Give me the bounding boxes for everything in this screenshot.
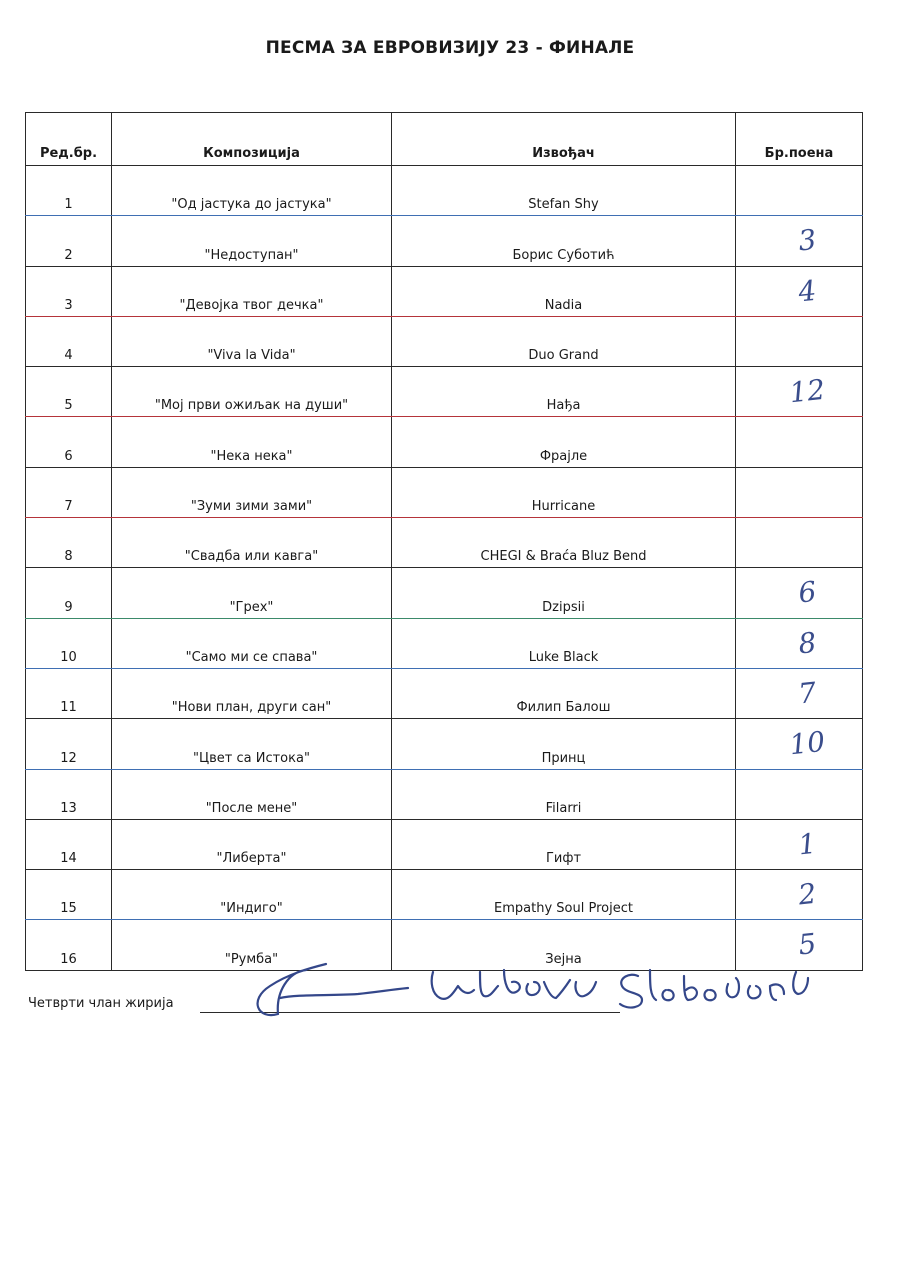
row-number: 15 (26, 870, 112, 920)
handwritten-points (736, 619, 862, 668)
page-title: ПЕСМА ЗА ЕВРОВИЗИЈУ 23 - ФИНАЛЕ (265, 38, 635, 58)
table-row (26, 668, 863, 718)
row-points (736, 870, 863, 920)
row-number: 5 (26, 367, 112, 417)
row-composition: "Од јастука до јастука" (112, 166, 392, 216)
handwritten-points (736, 367, 862, 416)
points-value: 6 (796, 575, 818, 610)
row-points (736, 819, 863, 869)
row-number: 6 (26, 417, 112, 467)
table-header-row (26, 113, 863, 166)
row-points (736, 266, 863, 316)
handwritten-points (736, 267, 862, 316)
row-number: 12 (26, 719, 112, 769)
row-performer: Luke Black (392, 618, 736, 668)
table-row (26, 316, 863, 366)
row-number: 10 (26, 618, 112, 668)
row-number: 11 (26, 668, 112, 718)
row-performer: Nadia (392, 266, 736, 316)
row-composition: "Мој први ожиљак на души" (112, 367, 392, 417)
points-value: 10 (787, 725, 827, 762)
table-row (26, 568, 863, 618)
row-number: 16 (26, 920, 112, 970)
header-composition: Композиција (112, 113, 392, 166)
row-number: 7 (26, 467, 112, 517)
row-performer: Гифт (392, 819, 736, 869)
table-row (26, 216, 863, 266)
row-points (736, 216, 863, 266)
row-performer: Duo Grand (392, 316, 736, 366)
row-points (736, 367, 863, 417)
row-number: 2 (26, 216, 112, 266)
row-performer: Борис Суботић (392, 216, 736, 266)
row-points (736, 417, 863, 467)
points-value: 4 (796, 273, 818, 309)
handwritten-points (736, 669, 862, 718)
row-points (736, 166, 863, 216)
table-row (26, 819, 863, 869)
row-composition: "Само ми се спава" (112, 618, 392, 668)
row-performer: Нађа (392, 367, 736, 417)
points-value: 2 (796, 876, 818, 912)
row-performer: Принц (392, 719, 736, 769)
handwritten-points (736, 870, 862, 919)
row-performer: Stefan Shy (392, 166, 736, 216)
signature-row (28, 990, 858, 1050)
table-row (26, 166, 863, 216)
row-composition: "Индиго" (112, 870, 392, 920)
header-performer: Извођач (392, 113, 736, 166)
row-points (736, 769, 863, 819)
row-composition: "Недоступан" (112, 216, 392, 266)
row-points (736, 618, 863, 668)
row-number: 8 (26, 518, 112, 568)
row-composition: "Нови план, други сан" (112, 668, 392, 718)
table-row (26, 367, 863, 417)
row-number: 14 (26, 819, 112, 869)
points-value: 5 (796, 927, 818, 962)
row-composition: "Румба" (112, 920, 392, 970)
points-value: 7 (796, 675, 818, 711)
row-performer: Зејна (392, 920, 736, 970)
row-composition: "Нека нека" (112, 417, 392, 467)
points-value: 1 (796, 826, 818, 862)
signature-label: Четврти члан жирија (28, 996, 174, 1011)
table-row (26, 266, 863, 316)
row-number: 13 (26, 769, 112, 819)
table-row (26, 467, 863, 517)
row-number: 3 (26, 266, 112, 316)
row-performer: Dzipsii (392, 568, 736, 618)
points-value: 8 (796, 625, 818, 661)
row-composition: "Свадба или кавга" (112, 518, 392, 568)
row-composition: "Цвет са Истока" (112, 719, 392, 769)
row-points (736, 668, 863, 718)
row-points (736, 467, 863, 517)
table-row (26, 417, 863, 467)
row-composition: "После мене" (112, 769, 392, 819)
row-number: 1 (26, 166, 112, 216)
row-performer: Фрајле (392, 417, 736, 467)
points-value: 12 (787, 373, 827, 410)
row-points (736, 568, 863, 618)
handwritten-points (736, 216, 862, 265)
row-points (736, 719, 863, 769)
header-number: Ред.бр. (26, 113, 112, 166)
row-composition: "Девојка твог дечка" (112, 266, 392, 316)
row-number: 4 (26, 316, 112, 366)
row-performer: Филип Балош (392, 668, 736, 718)
table-row (26, 870, 863, 920)
points-table (25, 112, 863, 971)
table-row (26, 719, 863, 769)
row-performer: CHEGI & Braća Bluz Bend (392, 518, 736, 568)
row-performer: Filarri (392, 769, 736, 819)
table-row (26, 518, 863, 568)
row-composition: "Зуми зими зами" (112, 467, 392, 517)
row-points (736, 518, 863, 568)
handwritten-signature (218, 942, 858, 1042)
row-composition: "Либерта" (112, 819, 392, 869)
table-row (26, 618, 863, 668)
row-composition: "Viva la Vida" (112, 316, 392, 366)
header-points: Бр.поена (736, 113, 863, 166)
handwritten-points (736, 719, 862, 768)
row-performer: Empathy Soul Project (392, 870, 736, 920)
row-number: 9 (26, 568, 112, 618)
handwritten-points (736, 568, 862, 617)
row-points (736, 316, 863, 366)
handwritten-points (736, 820, 862, 869)
points-value: 3 (796, 223, 818, 258)
row-performer: Hurricane (392, 467, 736, 517)
row-composition: "Грех" (112, 568, 392, 618)
table-row (26, 769, 863, 819)
